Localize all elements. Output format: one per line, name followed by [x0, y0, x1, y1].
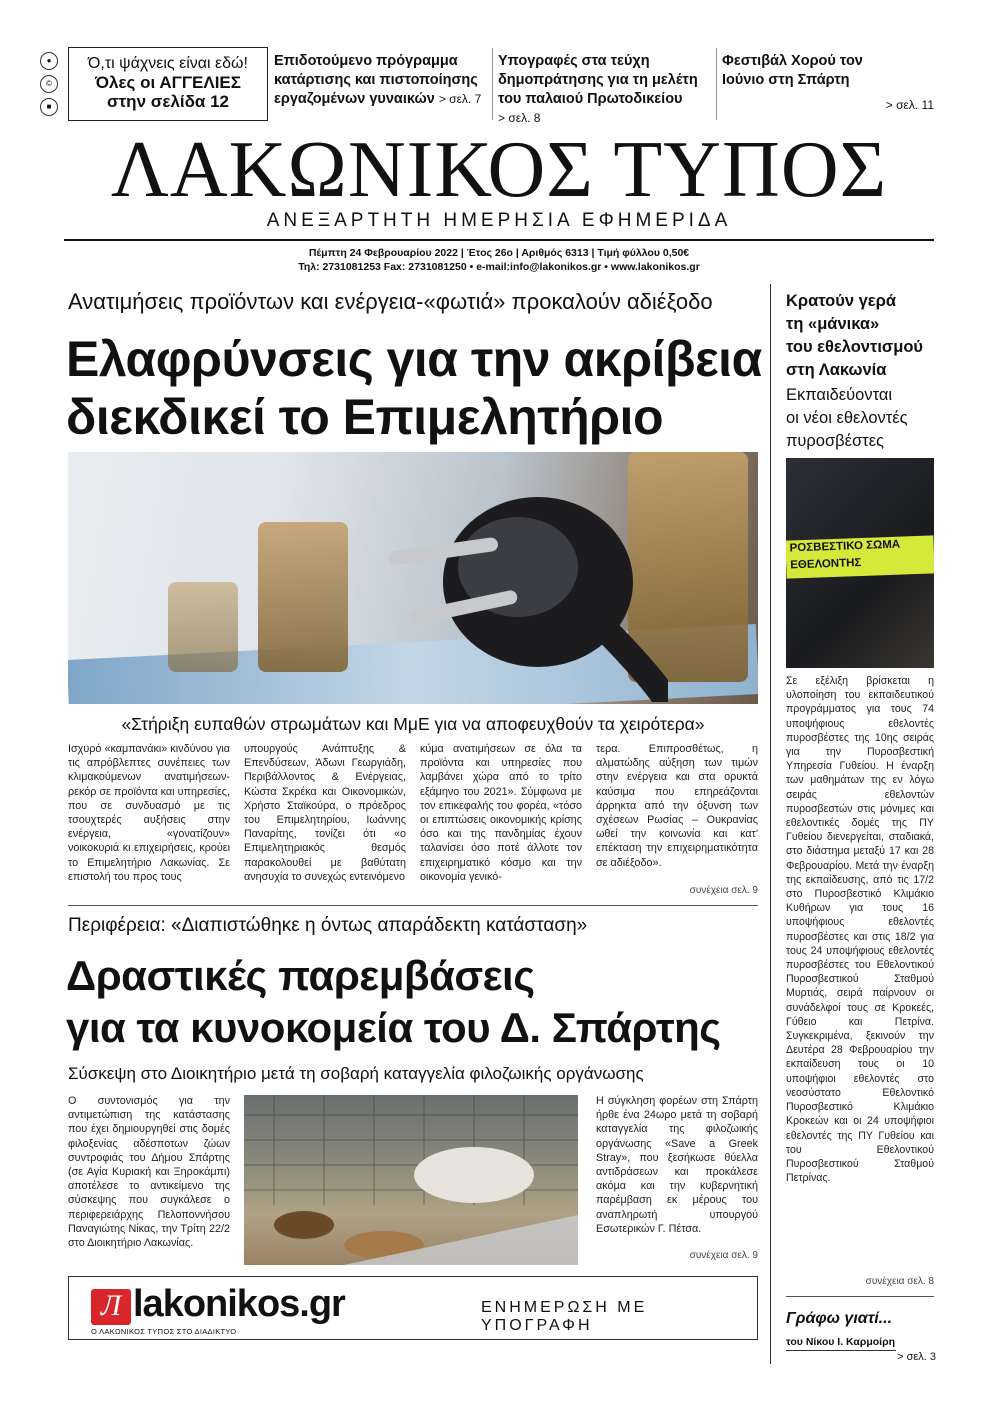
lakonikos-logo-icon: Л — [91, 1289, 131, 1325]
teaser-text: Επιδοτούμενο πρόγραμμα κατάρτισης και πιστοποίησης εργαζομένων γυναικών — [274, 53, 478, 107]
sidebar-separator — [786, 1296, 934, 1297]
teaser-page: > σελ. 7 — [438, 92, 482, 106]
story-separator — [68, 905, 758, 906]
coin-stack-shape — [168, 582, 238, 672]
dateline — [64, 246, 934, 274]
story1-kicker: Ανατιμήσεις προϊόντων και ενέργεια-«φωτιά» προκαλούν αδιέξοδο — [68, 289, 713, 314]
story1-quote: «Στήριξη ευπαθών στρωμάτων και ΜμΕ για να αποφευχθούν τα χειρότερα» — [121, 714, 705, 734]
coin-stack-shape — [258, 522, 348, 672]
ad-subtitle: Ο ΛΑΚΩΝΙΚΟΣ ΤΥΠΟΣ ΣΤΟ ΔΙΑΔΙΚΤΥΟ — [91, 1327, 237, 1336]
teaser-dance-page-wrap — [850, 96, 934, 115]
teaser-page: > σελ. 8 — [498, 111, 541, 125]
story2-subhead: Σύσκεψη στο Διοικητήριο μετά τη σοβαρή καταγγελία φιλοζωικής οργάνωσης — [68, 1064, 644, 1083]
sidebar-headline[interactable] — [786, 290, 936, 382]
classifieds-line3: στην σελίδα 12 — [106, 92, 230, 111]
badge-icon: ■ — [40, 98, 58, 116]
masthead-rule — [64, 239, 934, 241]
ad-logo-text: lakonikos.gr — [133, 1283, 345, 1325]
sidebar-headline-line3: του εθελοντισμού — [786, 338, 923, 356]
opinion-column-author: του Νίκου Ι. Καρμοίρη — [786, 1336, 896, 1351]
vest-reflective-band — [786, 535, 934, 578]
sidebar-headline-line2: τη «μάνικα» — [786, 315, 880, 333]
column-divider — [770, 284, 771, 1364]
story1-col1: Ισχυρό «καμπανάκι» κινδύνου για τις απρόβλεπτες συνέπειες των κλιμακούμενων ανατιμήσεων-ρεκόρ σε προϊόντα και υπηρεσίες, που σε συνδυασμό με τις τσουχτερές αυξήσεις στην ενέργεια, «γονατίζουν» νοικοκυριά κι επιχειρήσεις, κρούει το Επιμελητήριο Λακωνίας. Σε επιστολή του προς τους — [68, 743, 230, 883]
story2-col2: Η σύγκληση φορέων στη Σπάρτη ήρθε ένα 24ωρο μετά τη σοβαρή καταγγελία της φιλοζωικής οργάνωσης «Save a Greek Stray», που ξεσήκωσε θύελλα αντιδράσεων και προκάλεσε ακόμα και την κυβερνητική παρέμβαση εκ μέρους του αναπληρωτή υπουργού Εσωτερικών Γ. Πέτσα. — [596, 1095, 758, 1235]
story1-headline-line1: Ελαφρύνσεις για την ακρίβεια — [66, 331, 762, 387]
sidebar-headline-line4: στη Λακωνία — [786, 361, 887, 379]
teaser-signatures[interactable] — [498, 52, 712, 128]
teaser-divider — [492, 48, 493, 120]
story1-photo-plug — [68, 452, 758, 704]
teaser-training-program[interactable] — [274, 52, 488, 109]
teaser-dance-festival[interactable] — [722, 52, 892, 90]
teaser-text: Φεστιβάλ Χορού τον Ιούνιο στη Σπάρτη — [722, 53, 863, 88]
story2-col1: Ο συντονισμός για την αντιμετώπιση της κατάστασης που έχει δημιουργηθεί στις δομές φιλοξενίας αδέσποτων ζώων συντροφιάς του Δήμου Σπάρτης (σε Αγία Κυριακή και Ξηροκάμπι) αποτέλεσε το αντικείμενο της σύσκεψης που συγκάλεσε ο περιφερειάρχης Πελοποννήσου Παναγιώτης Νίκας, την Τρίτη 22/2 στο Διοικητήριο Λακωνίας. — [68, 1095, 230, 1250]
story1-col2: υπουργούς Ανάπτυξης & Επενδύσεων, Άδωνι Γεωργιάδη, Περιβάλλοντος & Ενέργειας, Κώστα Σκρέκα και Οικονομικών, Χρήστο Σταϊκούρα, ο πρόεδρος του Επιμελητηρίου, Ιωάννης Παναρίτης, τονίζει ότι «ο Επιμελητηριακός θεσμός παρακολουθεί με βαθύτατη ανησυχία το συνεχώς εντεινόμενο — [244, 743, 406, 883]
classifieds-line2: Όλες οι ΑΓΓΕΛΙΕΣ — [95, 73, 241, 92]
story2-continued[interactable]: συνέχεια σελ. 9 — [689, 1250, 758, 1261]
sidebar-body: Σε εξέλιξη βρίσκεται η υλοποίηση του εκπαιδευτικού προγράμματος για τους 74 υποψήφιους εθελοντές πυροσβέστες της 10ης σειράς για την Πυροσβεστική Υπηρεσία Γυθείου. Η έναρξη των μαθημάτων της εν λόγω σειράς εθελοντών πυροσβεστών στις μόνιμες και εθελοντικές δομές της ΠΥ Γυθείου διενεργείται, σταδιακά, στο διάστημα μεταξύ 17 και 28 Φεβρουαρίου. Μετά την έναρξη της εκπαίδευσης, από τις 17/2 στο Πυροσβεστικό Κλιμάκιο Κυθήρων για τους 16 υποψήφιους εθελοντές πυροσβέστες και στις 18/2 για τους 24 υποψήφιους εθελοντές πυροσβέστες του Εθελοντικού Πυροσβεστικού Σταθμού Μυρτιάς, σειρά παίρνουν οι συνάδελφοί τους σε Κροκεές, Γύθειο και Πετρίνα. Συγκεκριμένα, ξεκινούν την Δευτέρα 28 Φεβρουαρίου την εκπαίδευση τους οι 10 υποψήφιοι εθελοντές στο νεοσύστατο Εθελοντικό Πυροσβεστικό Κλιμάκιο Κροκεών και οι 24 υποψήφιοι εθελοντές της ΠΥ Γυθείου και του Εθελοντικού Πυροσβεστικού Σταθμού Πετρίνας. — [786, 675, 934, 1185]
sidebar-subhead — [786, 384, 936, 453]
kennel-fence-icon — [244, 1095, 578, 1265]
story1-col4: τερα. Επιπροσθέτως, η αλματώδης αύξηση των τιμών στην ενέργεια και στα ορυκτά καύσιμα που επηρεάζονται άρρηκτα από την όξυνση των σχέσεων Ρωσίας – Ουκρανίας ωθεί την κοινωνία και κατ' επέκταση την επιχειρηματικότητα σε αδιέξοδο». — [596, 743, 758, 869]
masthead-title: ΛΑΚΩΝΙΚΟΣ ΤΥΠΟΣ — [110, 126, 888, 214]
issue-info: Πέμπτη 24 Φεβρουαρίου 2022 | Έτος 26ο | Αριθμός 6313 | Τιμή φύλλου 0,50€ — [308, 247, 690, 259]
ad-tagline: ΕΝΗΜΕΡΩΣΗ ΜΕ ΥΠΟΓΡΑΦΗ — [481, 1299, 648, 1334]
story2-headline-line2: για τα κυνοκομεία του Δ. Σπάρτης — [66, 1004, 721, 1051]
lakonikos-web-ad[interactable] — [68, 1276, 758, 1340]
sidebar-photo-firefighter — [786, 458, 934, 668]
teaser-divider — [716, 48, 717, 120]
teaser-page: > σελ. 11 — [885, 98, 934, 112]
plug-icon — [368, 472, 668, 702]
story2-headline[interactable] — [66, 950, 766, 1054]
sidebar-continued[interactable]: συνέχεια σελ. 8 — [865, 1276, 934, 1287]
badge-icon: ● — [40, 52, 58, 70]
story2-photo-kennel — [244, 1095, 578, 1265]
story1-continued[interactable]: συνέχεια σελ. 9 — [689, 885, 758, 896]
badge-icon: © — [40, 75, 58, 93]
story1-headline-line2: διεκδικεί το Επιμελητήριο — [66, 389, 664, 445]
opinion-column-page[interactable]: > σελ. 3 — [897, 1351, 936, 1363]
teaser-text: Υπογραφές στα τεύχη δημοπράτησης για τη μελέτη του παλαιού Πρωτοδικείου — [498, 53, 698, 107]
classifieds-teaser[interactable] — [68, 47, 268, 121]
vest-text-line1: ΡΟΣΒΕΣΤΙΚΟ ΣΩΜΑ — [789, 538, 901, 555]
vest-text-line2: ΕΘΕΛΟΝΤΗΣ — [790, 556, 862, 572]
story1-col3: κύμα ανατιμήσεων σε όλα τα προϊόντα και υπηρεσίες που λαμβάνει χώρα από το τρίτο εξάμηνο του 2021». Σύμφωνα με τον επικεφαλής του φορέα, «τόσο οι επιπτώσεις οικονομικής κρίσης όσο και της πανδημίας έχουν ταλανίσει όσο ποτέ άλλοτε τον επιχειρηματικό κόσμο και την οικονομία γενικό- — [420, 743, 582, 883]
sidebar-subhead-line3: πυροσβέστες — [786, 432, 885, 450]
sidebar-subhead-line2: οι νέοι εθελοντές — [786, 409, 908, 427]
sidebar-subhead-line1: Εκπαιδεύονται — [786, 386, 893, 404]
certification-badges — [40, 52, 60, 122]
contact-info: Τηλ: 2731081253 Fax: 2731081250 • e-mail:info@lakonikos.gr • www.lakonikos.gr — [298, 261, 700, 273]
classifieds-line1: Ό,τι ψάχνεις είναι εδώ! — [88, 55, 248, 72]
story2-kicker: Περιφέρεια: «Διαπιστώθηκε η όντως απαράδεκτη κατάσταση» — [68, 915, 588, 936]
story1-headline[interactable] — [66, 330, 766, 446]
story2-headline-line1: Δραστικές παρεμβάσεις — [66, 952, 535, 999]
masthead-subtitle: ΑΝΕΞΑΡΤΗΤΗ ΗΜΕΡΗΣΙΑ ΕΦΗΜΕΡΙΔΑ — [266, 210, 732, 231]
opinion-column-title[interactable]: Γράφω γιατί... — [786, 1310, 893, 1327]
sidebar-headline-line1: Κρατούν γερά — [786, 292, 896, 310]
